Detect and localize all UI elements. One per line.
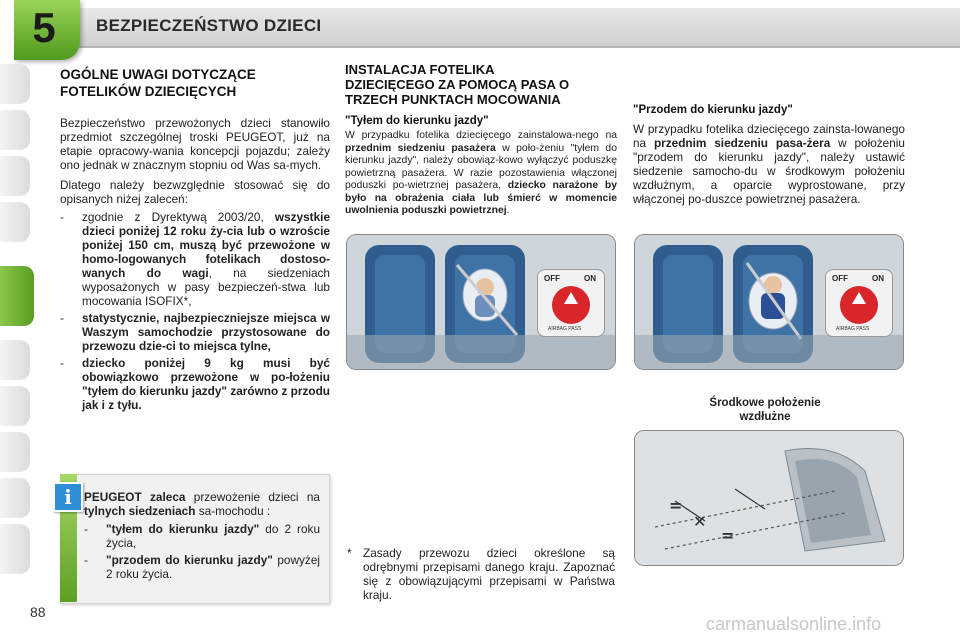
installation-section [345, 62, 617, 218]
text-span: w poło-żeniu "tyłem do kierunku jazdy", należy obowiąz-kowo wyłączyć poduszkę powietrzną pasażera. W razie pozostawienia włączonej poduszki po-wietrznej pasażera, [345, 142, 617, 191]
text-span: W przypadku fotelika dziecięcego zainstalowa-nego na [345, 130, 617, 141]
forward-facing-subheading: "Przodem do kierunku jazdy" [633, 104, 793, 116]
heading-line: OGÓLNE UWAGI DOTYCZĄCE [60, 67, 256, 82]
switch-off-label: OFF [544, 274, 560, 283]
side-tab[interactable] [0, 156, 30, 196]
chapter-number: 5 [32, 4, 56, 51]
footnote-star: * [347, 546, 352, 560]
caption-line: wzdłużne [739, 411, 791, 423]
switch-small-label: AIRBAG PASS [836, 326, 870, 332]
list-text: zgodnie z Dyrektywą 2003/20, [82, 210, 264, 224]
list-text: , na siedzeniach wyposażonych w pasy bezpieczeń-stwa lub mocowania ISOFIX*, [82, 266, 330, 308]
heading-line: DZIECIĘCEGO ZA POMOCĄ PASA O [345, 77, 570, 92]
seat-rail-illustration [635, 431, 903, 565]
section-heading [60, 66, 330, 100]
side-tab[interactable] [0, 64, 30, 104]
text-bold: przednim siedzeniu pasa-żera [653, 136, 831, 150]
list-text-bold: wszystkie dzieci poniżej 12 roku ży-cia lub o wzroście poniżej 150 cm, muszą być przewożone w homo-logowanych fotelikach dostoso-wanych do wagi [82, 210, 331, 280]
svg-text:=: = [721, 526, 735, 545]
text-bold: dziecko narażone by było na obrażenia ciała lub śmierć w momencie uwolnienia poduszki powietrznej [345, 180, 617, 216]
list-item: - dziecko poniżej 9 kg musi być obowiązkowo przewożone w po-łożeniu "tyłem do kierunku jazdy" zarówno z przodu jak i z tyłu. [60, 356, 330, 412]
heading-line: TRZECH PUNKTACH MOCOWANIA [345, 92, 561, 107]
section-heading [345, 62, 617, 107]
footnote-text: Zasady przewozu dzieci określone są odrębnymi przepisami danego kraju. Zapoznać się z obowiązującymi przepisami w Państwa kraju. [363, 546, 615, 602]
heading-line: INSTALACJA FOTELIKA [345, 62, 495, 77]
info-span: powyżej 2 roku życia. [106, 553, 320, 581]
text-span: w położeniu "przodem do kierunku jazdy", należy ustawić siedzenie samocho-du w środkowym położeniu wzdłużnym, a oparcie wyprostowane, przy włączonej po-duszce powietrznej pasażera. [633, 136, 905, 206]
info-bold: tylnych siedzeniach [84, 504, 196, 518]
airbag-switch-panel [825, 269, 893, 337]
switch-on-label: ON [584, 274, 596, 283]
figure-forward-facing [634, 234, 904, 370]
forward-facing-text [633, 122, 905, 206]
list-item: - "tyłem do kierunku jazdy" do 2 roku życia, [84, 522, 321, 550]
text-span: W przypadku fotelika dziecięcego zainsta-lowanego na [633, 122, 905, 150]
side-tab-active[interactable] [0, 266, 34, 326]
side-tab[interactable] [0, 202, 30, 242]
watermark: carmanualsonline.info [706, 614, 882, 634]
arrow-up-icon [852, 292, 866, 304]
arrow-up-icon [564, 292, 578, 304]
text-span: . [506, 205, 510, 216]
info-bold: "tyłem do kierunku jazdy" [106, 522, 260, 536]
seat-position-caption [660, 396, 870, 424]
heading-line: FOTELIKÓW DZIECIĘCYCH [60, 84, 237, 99]
figure-seat-position [634, 430, 904, 566]
side-tab[interactable] [0, 432, 30, 472]
airbag-switch-panel [537, 269, 605, 337]
page-title: BEZPIECZEŃSTWO DZIECI [96, 16, 322, 35]
info-span: przewożenie dzieci na [185, 490, 320, 504]
side-tab[interactable] [0, 110, 30, 150]
info-span: sa-mochodu : [195, 504, 271, 518]
side-tab[interactable] [0, 524, 30, 574]
list-text-bold: statystycznie, najbezpieczniejsze miejsca w Waszym samochodzie przystosowane do przewozu dzie-ci to miejsca tylne, [82, 311, 330, 353]
rules-list [60, 210, 330, 412]
side-tab[interactable] [0, 340, 30, 380]
switch-on-label: ON [872, 274, 884, 283]
intro-paragraph: Bezpieczeństwo przewożonych dzieci stanowiło przedmiot szczególnej troski PEUGEOT, już na etapie opracowy-wania koncepcji pojazdu; zależy ono jednak w znacznym stopniu od Was sa-mych. [60, 116, 330, 172]
info-list [84, 522, 320, 581]
switch-small-label: AIRBAG PASS [548, 326, 582, 332]
caption-line: Środkowe położenie [709, 397, 821, 409]
list-item: - "przodem do kierunku jazdy" powyżej 2 roku życia. [84, 553, 320, 581]
general-section [60, 66, 330, 415]
footnote [347, 546, 615, 602]
list-item: - statystycznie, najbezpieczniejsze miejsca w Waszym samochodzie przystosowane do przewozu dzie-ci to miejsca tylne, [60, 311, 330, 353]
svg-text:✕: ✕ [693, 512, 707, 531]
list-item: - zgodnie z Dyrektywą 2003/20, wszystkie dzieci poniżej 12 roku ży-cia lub o wzroście poniżej 150 cm, muszą być przewożone w homo-logowanych fotelikach dostoso-wanych do wagi, na siedzeniach wyposażonych w pasy bezpieczeń-stwa lub mocowania ISOFIX*, [60, 210, 331, 308]
info-text [84, 490, 320, 584]
text-bold: przednim siedzeniu pasażera [345, 142, 496, 154]
page-number: 88 [30, 604, 46, 620]
svg-text:=: = [669, 496, 683, 515]
switch-off-label: OFF [832, 274, 848, 283]
side-tab[interactable] [0, 478, 30, 518]
recommendation-paragraph: Dlatego należy bezwzględnie stosować się do opisanych niżej zaleceń: [60, 178, 330, 206]
figure-rear-facing [346, 234, 616, 370]
info-bold: PEUGEOT zaleca [84, 490, 186, 504]
info-span: do 2 roku życia, [106, 522, 321, 550]
info-icon: i [53, 482, 83, 512]
forward-facing-section [633, 104, 905, 206]
rear-facing-text [345, 130, 617, 218]
side-tab[interactable] [0, 386, 30, 426]
list-text-bold: dziecko poniżej 9 kg musi być obowiązkowo przewożone w po-łożeniu "tyłem do kierunku jazdy" zarówno z przodu jak i z tyłu. [82, 356, 330, 412]
rear-facing-subheading: "Tyłem do kierunku jazdy" [345, 115, 489, 127]
info-bold: "przodem do kierunku jazdy" [106, 553, 273, 567]
